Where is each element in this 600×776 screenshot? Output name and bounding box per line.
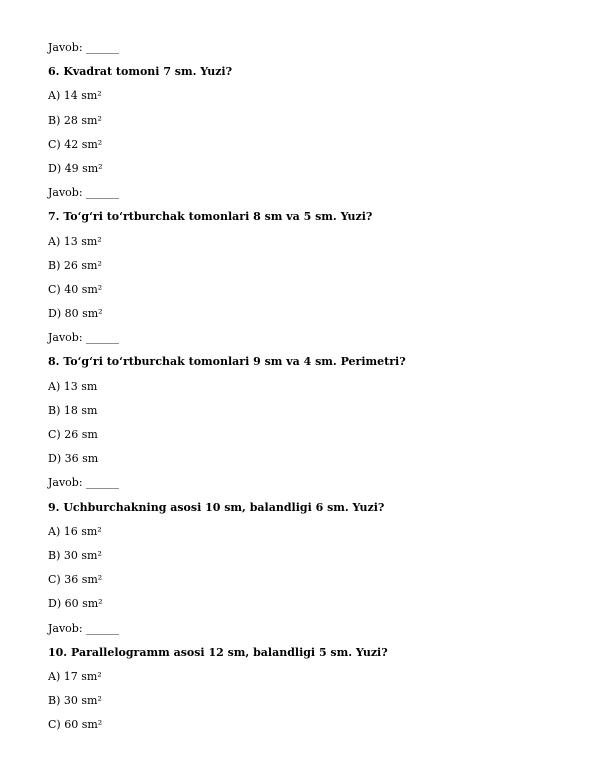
option-b: B) 30 sm² <box>48 694 102 708</box>
option-c: C) 42 sm² <box>48 137 103 151</box>
option-b: B) 30 sm² <box>48 548 102 562</box>
question-block-8 <box>48 352 568 497</box>
option-a: A) 13 sm <box>48 379 98 393</box>
answer-line: Javob: ______ <box>48 331 120 345</box>
option-a: A) 17 sm² <box>48 669 102 683</box>
question-block-6 <box>48 62 568 207</box>
answer-line-5: Javob: ______ <box>48 41 120 54</box>
question-text: 9. Uchburchakning asosi 10 sm, balandligi 6 sm. Yuzi? <box>48 500 385 514</box>
option-a: A) 16 sm² <box>48 524 102 538</box>
option-c: C) 60 sm² <box>48 718 103 732</box>
option-a: A) 14 sm² <box>48 89 102 103</box>
option-d: D) 60 sm² <box>48 597 103 611</box>
worksheet-page <box>48 38 568 739</box>
option-a: A) 13 sm² <box>48 234 102 248</box>
question-block-10 <box>48 643 568 740</box>
question-text: 6. Kvadrat tomoni 7 sm. Yuzi? <box>48 65 233 79</box>
question-text: 10. Parallelogramm asosi 12 sm, balandligi 5 sm. Yuzi? <box>48 645 388 659</box>
option-c: C) 26 sm <box>48 428 98 441</box>
answer-line: Javob: ______ <box>48 476 120 490</box>
question-block-9 <box>48 498 568 643</box>
question-text: 8. To‘g‘ri to‘rtburchak tomonlari 9 sm va 4 sm. Perimetri? <box>48 355 406 369</box>
question-text: 7. To‘g‘ri to‘rtburchak tomonlari 8 sm va 5 sm. Yuzi? <box>48 210 373 224</box>
option-d: D) 36 sm <box>48 452 99 466</box>
option-b: B) 18 sm <box>48 403 98 417</box>
answer-line: Javob: ______ <box>48 621 120 635</box>
option-b: B) 26 sm² <box>48 258 102 272</box>
option-c: C) 36 sm² <box>48 573 103 587</box>
answer-line: Javob: ______ <box>48 186 120 200</box>
option-c: C) 40 sm² <box>48 282 103 296</box>
question-block-7 <box>48 207 568 352</box>
option-b: B) 28 sm² <box>48 113 102 127</box>
option-d: D) 49 sm² <box>48 161 103 175</box>
option-d: D) 80 sm² <box>48 307 103 321</box>
